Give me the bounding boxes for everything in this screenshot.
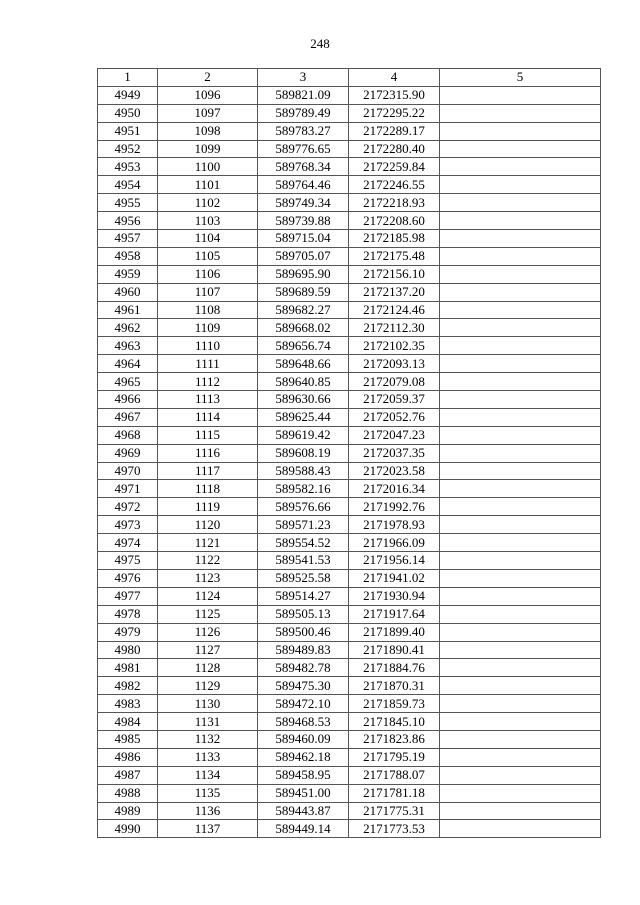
y-coordinate-cell: 2171781.18 bbox=[349, 784, 440, 802]
index-cell: 1132 bbox=[158, 730, 258, 748]
index-cell: 1128 bbox=[158, 659, 258, 677]
point-number-cell: 4982 bbox=[98, 677, 158, 695]
note-cell bbox=[440, 391, 601, 409]
y-coordinate-cell: 2172246.55 bbox=[349, 176, 440, 194]
x-coordinate-cell: 589608.19 bbox=[258, 444, 349, 462]
note-cell bbox=[440, 587, 601, 605]
column-header-2: 2 bbox=[158, 69, 258, 87]
x-coordinate-cell: 589472.10 bbox=[258, 695, 349, 713]
table-row bbox=[98, 766, 601, 784]
y-coordinate-cell: 2172185.98 bbox=[349, 230, 440, 248]
index-cell: 1134 bbox=[158, 766, 258, 784]
point-number-cell: 4975 bbox=[98, 552, 158, 570]
index-cell: 1101 bbox=[158, 176, 258, 194]
point-number-cell: 4983 bbox=[98, 695, 158, 713]
x-coordinate-cell: 589541.53 bbox=[258, 552, 349, 570]
point-number-cell: 4950 bbox=[98, 104, 158, 122]
point-number-cell: 4952 bbox=[98, 140, 158, 158]
x-coordinate-cell: 589739.88 bbox=[258, 212, 349, 230]
x-coordinate-cell: 589576.66 bbox=[258, 498, 349, 516]
column-header-4: 4 bbox=[349, 69, 440, 87]
note-cell bbox=[440, 784, 601, 802]
point-number-cell: 4978 bbox=[98, 605, 158, 623]
index-cell: 1129 bbox=[158, 677, 258, 695]
table-row bbox=[98, 695, 601, 713]
x-coordinate-cell: 589489.83 bbox=[258, 641, 349, 659]
point-number-cell: 4976 bbox=[98, 569, 158, 587]
note-cell bbox=[440, 86, 601, 104]
point-number-cell: 4968 bbox=[98, 426, 158, 444]
x-coordinate-cell: 589475.30 bbox=[258, 677, 349, 695]
point-number-cell: 4973 bbox=[98, 516, 158, 534]
table-row bbox=[98, 319, 601, 337]
x-coordinate-cell: 589768.34 bbox=[258, 158, 349, 176]
note-cell bbox=[440, 247, 601, 265]
point-number-cell: 4957 bbox=[98, 230, 158, 248]
index-cell: 1110 bbox=[158, 337, 258, 355]
index-cell: 1112 bbox=[158, 373, 258, 391]
note-cell bbox=[440, 802, 601, 820]
index-cell: 1130 bbox=[158, 695, 258, 713]
note-cell bbox=[440, 695, 601, 713]
y-coordinate-cell: 2172052.76 bbox=[349, 408, 440, 426]
table-row bbox=[98, 516, 601, 534]
point-number-cell: 4949 bbox=[98, 86, 158, 104]
point-number-cell: 4958 bbox=[98, 247, 158, 265]
index-cell: 1135 bbox=[158, 784, 258, 802]
x-coordinate-cell: 589460.09 bbox=[258, 730, 349, 748]
x-coordinate-cell: 589668.02 bbox=[258, 319, 349, 337]
y-coordinate-cell: 2171870.31 bbox=[349, 677, 440, 695]
y-coordinate-cell: 2172093.13 bbox=[349, 355, 440, 373]
table-row bbox=[98, 265, 601, 283]
x-coordinate-cell: 589640.85 bbox=[258, 373, 349, 391]
x-coordinate-cell: 589525.58 bbox=[258, 569, 349, 587]
point-number-cell: 4960 bbox=[98, 283, 158, 301]
table-row bbox=[98, 748, 601, 766]
y-coordinate-cell: 2171884.76 bbox=[349, 659, 440, 677]
note-cell bbox=[440, 122, 601, 140]
table-row bbox=[98, 355, 601, 373]
index-cell: 1119 bbox=[158, 498, 258, 516]
y-coordinate-cell: 2171775.31 bbox=[349, 802, 440, 820]
x-coordinate-cell: 589588.43 bbox=[258, 462, 349, 480]
y-coordinate-cell: 2172295.22 bbox=[349, 104, 440, 122]
note-cell bbox=[440, 104, 601, 122]
note-cell bbox=[440, 516, 601, 534]
x-coordinate-cell: 589582.16 bbox=[258, 480, 349, 498]
note-cell bbox=[440, 426, 601, 444]
note-cell bbox=[440, 605, 601, 623]
point-number-cell: 4969 bbox=[98, 444, 158, 462]
note-cell bbox=[440, 140, 601, 158]
x-coordinate-cell: 589625.44 bbox=[258, 408, 349, 426]
index-cell: 1121 bbox=[158, 534, 258, 552]
note-cell bbox=[440, 408, 601, 426]
table-row bbox=[98, 140, 601, 158]
table-row bbox=[98, 802, 601, 820]
point-number-cell: 4986 bbox=[98, 748, 158, 766]
page-number: 248 bbox=[310, 36, 330, 51]
index-cell: 1106 bbox=[158, 265, 258, 283]
table-row bbox=[98, 552, 601, 570]
y-coordinate-cell: 2172175.48 bbox=[349, 247, 440, 265]
table-row bbox=[98, 247, 601, 265]
table-row bbox=[98, 230, 601, 248]
x-coordinate-cell: 589458.95 bbox=[258, 766, 349, 784]
point-number-cell: 4989 bbox=[98, 802, 158, 820]
y-coordinate-cell: 2172047.23 bbox=[349, 426, 440, 444]
point-number-cell: 4984 bbox=[98, 713, 158, 731]
index-cell: 1111 bbox=[158, 355, 258, 373]
table-row bbox=[98, 122, 601, 140]
x-coordinate-cell: 589656.74 bbox=[258, 337, 349, 355]
index-cell: 1131 bbox=[158, 713, 258, 731]
point-number-cell: 4966 bbox=[98, 391, 158, 409]
point-number-cell: 4971 bbox=[98, 480, 158, 498]
y-coordinate-cell: 2172280.40 bbox=[349, 140, 440, 158]
table-row bbox=[98, 373, 601, 391]
note-cell bbox=[440, 748, 601, 766]
y-coordinate-cell: 2171930.94 bbox=[349, 587, 440, 605]
y-coordinate-cell: 2171823.86 bbox=[349, 730, 440, 748]
index-cell: 1098 bbox=[158, 122, 258, 140]
point-number-cell: 4988 bbox=[98, 784, 158, 802]
index-cell: 1096 bbox=[158, 86, 258, 104]
note-cell bbox=[440, 766, 601, 784]
point-number-cell: 4953 bbox=[98, 158, 158, 176]
table-row bbox=[98, 391, 601, 409]
table-body bbox=[98, 86, 601, 837]
note-cell bbox=[440, 498, 601, 516]
table-row bbox=[98, 677, 601, 695]
y-coordinate-cell: 2171941.02 bbox=[349, 569, 440, 587]
note-cell bbox=[440, 659, 601, 677]
index-cell: 1117 bbox=[158, 462, 258, 480]
note-cell bbox=[440, 552, 601, 570]
index-cell: 1127 bbox=[158, 641, 258, 659]
index-cell: 1102 bbox=[158, 194, 258, 212]
note-cell bbox=[440, 301, 601, 319]
note-cell bbox=[440, 373, 601, 391]
x-coordinate-cell: 589451.00 bbox=[258, 784, 349, 802]
point-number-cell: 4963 bbox=[98, 337, 158, 355]
table-row bbox=[98, 337, 601, 355]
point-number-cell: 4977 bbox=[98, 587, 158, 605]
point-number-cell: 4970 bbox=[98, 462, 158, 480]
table-row bbox=[98, 587, 601, 605]
y-coordinate-cell: 2172124.46 bbox=[349, 301, 440, 319]
note-cell bbox=[440, 677, 601, 695]
note-cell bbox=[440, 355, 601, 373]
x-coordinate-cell: 589449.14 bbox=[258, 820, 349, 838]
column-header-5: 5 bbox=[440, 69, 601, 87]
y-coordinate-cell: 2171859.73 bbox=[349, 695, 440, 713]
y-coordinate-cell: 2172289.17 bbox=[349, 122, 440, 140]
point-number-cell: 4980 bbox=[98, 641, 158, 659]
index-cell: 1109 bbox=[158, 319, 258, 337]
point-number-cell: 4981 bbox=[98, 659, 158, 677]
note-cell bbox=[440, 480, 601, 498]
table-row bbox=[98, 104, 601, 122]
point-number-cell: 4985 bbox=[98, 730, 158, 748]
y-coordinate-cell: 2171917.64 bbox=[349, 605, 440, 623]
index-cell: 1124 bbox=[158, 587, 258, 605]
index-cell: 1123 bbox=[158, 569, 258, 587]
column-header-3: 3 bbox=[258, 69, 349, 87]
table-row bbox=[98, 641, 601, 659]
index-cell: 1097 bbox=[158, 104, 258, 122]
x-coordinate-cell: 589630.66 bbox=[258, 391, 349, 409]
y-coordinate-cell: 2172016.34 bbox=[349, 480, 440, 498]
x-coordinate-cell: 589695.90 bbox=[258, 265, 349, 283]
point-number-cell: 4956 bbox=[98, 212, 158, 230]
table-row bbox=[98, 212, 601, 230]
index-cell: 1115 bbox=[158, 426, 258, 444]
y-coordinate-cell: 2171788.07 bbox=[349, 766, 440, 784]
x-coordinate-cell: 589505.13 bbox=[258, 605, 349, 623]
y-coordinate-cell: 2172059.37 bbox=[349, 391, 440, 409]
table-row bbox=[98, 605, 601, 623]
y-coordinate-cell: 2171966.09 bbox=[349, 534, 440, 552]
table-header-row bbox=[98, 69, 601, 87]
point-number-cell: 4964 bbox=[98, 355, 158, 373]
index-cell: 1107 bbox=[158, 283, 258, 301]
x-coordinate-cell: 589715.04 bbox=[258, 230, 349, 248]
note-cell bbox=[440, 158, 601, 176]
table-row bbox=[98, 784, 601, 802]
index-cell: 1100 bbox=[158, 158, 258, 176]
index-cell: 1122 bbox=[158, 552, 258, 570]
note-cell bbox=[440, 212, 601, 230]
x-coordinate-cell: 589468.53 bbox=[258, 713, 349, 731]
x-coordinate-cell: 589749.34 bbox=[258, 194, 349, 212]
point-number-cell: 4987 bbox=[98, 766, 158, 784]
note-cell bbox=[440, 730, 601, 748]
x-coordinate-cell: 589689.59 bbox=[258, 283, 349, 301]
index-cell: 1105 bbox=[158, 247, 258, 265]
table-row bbox=[98, 86, 601, 104]
index-cell: 1114 bbox=[158, 408, 258, 426]
y-coordinate-cell: 2171795.19 bbox=[349, 748, 440, 766]
x-coordinate-cell: 589462.18 bbox=[258, 748, 349, 766]
x-coordinate-cell: 589554.52 bbox=[258, 534, 349, 552]
note-cell bbox=[440, 176, 601, 194]
table-row bbox=[98, 569, 601, 587]
table-row bbox=[98, 408, 601, 426]
x-coordinate-cell: 589482.78 bbox=[258, 659, 349, 677]
index-cell: 1116 bbox=[158, 444, 258, 462]
index-cell: 1126 bbox=[158, 623, 258, 641]
index-cell: 1125 bbox=[158, 605, 258, 623]
table-row bbox=[98, 623, 601, 641]
table-row bbox=[98, 283, 601, 301]
note-cell bbox=[440, 230, 601, 248]
x-coordinate-cell: 589514.27 bbox=[258, 587, 349, 605]
table-row bbox=[98, 444, 601, 462]
y-coordinate-cell: 2171978.93 bbox=[349, 516, 440, 534]
y-coordinate-cell: 2172315.90 bbox=[349, 86, 440, 104]
y-coordinate-cell: 2172208.60 bbox=[349, 212, 440, 230]
table-row bbox=[98, 462, 601, 480]
table-row bbox=[98, 730, 601, 748]
point-number-cell: 4961 bbox=[98, 301, 158, 319]
point-number-cell: 4965 bbox=[98, 373, 158, 391]
index-cell: 1104 bbox=[158, 230, 258, 248]
y-coordinate-cell: 2172259.84 bbox=[349, 158, 440, 176]
y-coordinate-cell: 2171890.41 bbox=[349, 641, 440, 659]
index-cell: 1120 bbox=[158, 516, 258, 534]
index-cell: 1137 bbox=[158, 820, 258, 838]
y-coordinate-cell: 2171992.76 bbox=[349, 498, 440, 516]
note-cell bbox=[440, 265, 601, 283]
point-number-cell: 4974 bbox=[98, 534, 158, 552]
y-coordinate-cell: 2172102.35 bbox=[349, 337, 440, 355]
table-row bbox=[98, 176, 601, 194]
index-cell: 1118 bbox=[158, 480, 258, 498]
x-coordinate-cell: 589789.49 bbox=[258, 104, 349, 122]
x-coordinate-cell: 589776.65 bbox=[258, 140, 349, 158]
table-row bbox=[98, 820, 601, 838]
x-coordinate-cell: 589648.66 bbox=[258, 355, 349, 373]
index-cell: 1108 bbox=[158, 301, 258, 319]
y-coordinate-cell: 2171899.40 bbox=[349, 623, 440, 641]
y-coordinate-cell: 2172112.30 bbox=[349, 319, 440, 337]
point-number-cell: 4962 bbox=[98, 319, 158, 337]
index-cell: 1133 bbox=[158, 748, 258, 766]
index-cell: 1113 bbox=[158, 391, 258, 409]
point-number-cell: 4951 bbox=[98, 122, 158, 140]
y-coordinate-cell: 2171773.53 bbox=[349, 820, 440, 838]
note-cell bbox=[440, 337, 601, 355]
index-cell: 1103 bbox=[158, 212, 258, 230]
x-coordinate-cell: 589705.07 bbox=[258, 247, 349, 265]
y-coordinate-cell: 2171956.14 bbox=[349, 552, 440, 570]
x-coordinate-cell: 589443.87 bbox=[258, 802, 349, 820]
note-cell bbox=[440, 641, 601, 659]
note-cell bbox=[440, 623, 601, 641]
x-coordinate-cell: 589783.27 bbox=[258, 122, 349, 140]
y-coordinate-cell: 2171845.10 bbox=[349, 713, 440, 731]
table-row bbox=[98, 426, 601, 444]
point-number-cell: 4954 bbox=[98, 176, 158, 194]
table-row bbox=[98, 713, 601, 731]
index-cell: 1099 bbox=[158, 140, 258, 158]
point-number-cell: 4955 bbox=[98, 194, 158, 212]
note-cell bbox=[440, 569, 601, 587]
coordinates-table bbox=[97, 68, 601, 838]
point-number-cell: 4959 bbox=[98, 265, 158, 283]
y-coordinate-cell: 2172218.93 bbox=[349, 194, 440, 212]
table-row bbox=[98, 534, 601, 552]
table-row bbox=[98, 659, 601, 677]
x-coordinate-cell: 589821.09 bbox=[258, 86, 349, 104]
y-coordinate-cell: 2172079.08 bbox=[349, 373, 440, 391]
x-coordinate-cell: 589682.27 bbox=[258, 301, 349, 319]
y-coordinate-cell: 2172156.10 bbox=[349, 265, 440, 283]
note-cell bbox=[440, 319, 601, 337]
table-row bbox=[98, 194, 601, 212]
y-coordinate-cell: 2172023.58 bbox=[349, 462, 440, 480]
table-row bbox=[98, 301, 601, 319]
note-cell bbox=[440, 820, 601, 838]
note-cell bbox=[440, 444, 601, 462]
point-number-cell: 4979 bbox=[98, 623, 158, 641]
table-row bbox=[98, 158, 601, 176]
note-cell bbox=[440, 534, 601, 552]
x-coordinate-cell: 589500.46 bbox=[258, 623, 349, 641]
point-number-cell: 4990 bbox=[98, 820, 158, 838]
y-coordinate-cell: 2172037.35 bbox=[349, 444, 440, 462]
column-header-1: 1 bbox=[98, 69, 158, 87]
x-coordinate-cell: 589619.42 bbox=[258, 426, 349, 444]
table-row bbox=[98, 498, 601, 516]
point-number-cell: 4967 bbox=[98, 408, 158, 426]
x-coordinate-cell: 589571.23 bbox=[258, 516, 349, 534]
note-cell bbox=[440, 713, 601, 731]
x-coordinate-cell: 589764.46 bbox=[258, 176, 349, 194]
note-cell bbox=[440, 283, 601, 301]
y-coordinate-cell: 2172137.20 bbox=[349, 283, 440, 301]
index-cell: 1136 bbox=[158, 802, 258, 820]
table-row bbox=[98, 480, 601, 498]
point-number-cell: 4972 bbox=[98, 498, 158, 516]
note-cell bbox=[440, 194, 601, 212]
note-cell bbox=[440, 462, 601, 480]
